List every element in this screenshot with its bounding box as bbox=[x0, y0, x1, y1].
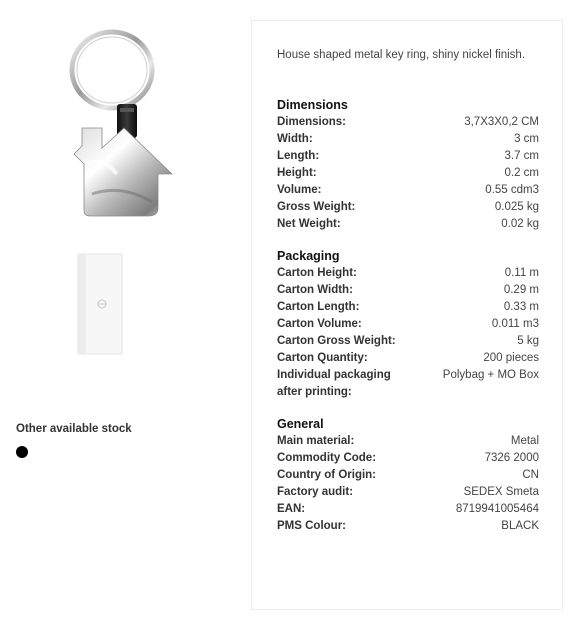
spec-row bbox=[277, 216, 539, 233]
spec-value: Metal bbox=[510, 435, 539, 447]
spec-value: 3,7X3X0,2 CM bbox=[464, 116, 539, 128]
spec-row bbox=[277, 316, 539, 333]
section-title: General bbox=[277, 417, 324, 431]
spec-row bbox=[277, 518, 539, 535]
spec-value: 7326 2000 bbox=[484, 452, 539, 464]
dimensions-section bbox=[277, 97, 539, 233]
spec-row bbox=[277, 131, 539, 148]
spec-row bbox=[277, 350, 539, 367]
spec-value: 200 pieces bbox=[483, 352, 539, 364]
spec-row bbox=[277, 182, 539, 199]
spec-label: Commodity Code: bbox=[277, 452, 377, 464]
packaging-section bbox=[277, 248, 539, 401]
spec-value: 0.02 kg bbox=[501, 218, 539, 230]
spec-value: 5 kg bbox=[517, 335, 539, 347]
spec-value: SEDEX Smeta bbox=[463, 486, 539, 498]
section-title: Dimensions bbox=[277, 98, 348, 112]
spec-label: Carton Width: bbox=[277, 284, 353, 296]
product-info-panel bbox=[251, 20, 563, 610]
spec-value: 0.55 cdm3 bbox=[485, 184, 539, 196]
spec-value: CN bbox=[522, 469, 539, 481]
spec-row bbox=[277, 450, 539, 467]
spec-row bbox=[277, 148, 539, 165]
general-section bbox=[277, 416, 539, 535]
spec-value: 8719941005464 bbox=[455, 503, 539, 515]
spec-row bbox=[277, 165, 539, 182]
product-description: House shaped metal key ring, shiny nickel finish. bbox=[277, 49, 526, 61]
spec-label: Country of Origin: bbox=[277, 469, 377, 481]
spec-label: Carton Quantity: bbox=[277, 352, 368, 364]
spec-label: Width: bbox=[277, 133, 313, 145]
spec-label: Net Weight: bbox=[277, 218, 341, 230]
spec-label: EAN: bbox=[277, 503, 306, 515]
spec-value: 3 cm bbox=[514, 133, 539, 145]
spec-value: 3.7 cm bbox=[504, 150, 539, 162]
product-box-thumbnail[interactable] bbox=[70, 248, 130, 360]
spec-row bbox=[277, 299, 539, 316]
spec-value: 0.011 m3 bbox=[491, 318, 539, 330]
spec-value: 0.29 m bbox=[503, 284, 539, 296]
spec-label: Carton Gross Weight: bbox=[277, 335, 396, 347]
spec-value: BLACK bbox=[501, 520, 539, 532]
spec-label: Length: bbox=[277, 150, 320, 162]
spec-label: PMS Colour: bbox=[277, 520, 346, 532]
spec-row bbox=[277, 367, 539, 401]
spec-label: Carton Length: bbox=[277, 301, 360, 313]
spec-label: Main material: bbox=[277, 435, 355, 447]
spec-value: 0.2 cm bbox=[504, 167, 539, 179]
spec-label: Dimensions: bbox=[277, 116, 347, 128]
spec-row bbox=[277, 114, 539, 131]
spec-label: Individual packaging after printing: bbox=[277, 369, 391, 398]
product-gallery bbox=[0, 0, 240, 638]
spec-label: Gross Weight: bbox=[277, 201, 356, 213]
spec-row bbox=[277, 282, 539, 299]
color-swatch-black[interactable] bbox=[16, 446, 28, 458]
spec-label: Volume: bbox=[277, 184, 322, 196]
spec-row bbox=[277, 265, 539, 282]
spec-row bbox=[277, 433, 539, 450]
spec-label: Factory audit: bbox=[277, 486, 354, 498]
spec-value: Polybag + MO Box bbox=[442, 369, 539, 381]
spec-row bbox=[277, 333, 539, 350]
spec-label: Carton Height: bbox=[277, 267, 357, 279]
spec-row bbox=[277, 484, 539, 501]
spec-value: 0.33 m bbox=[503, 301, 539, 313]
product-main-image[interactable] bbox=[62, 24, 182, 220]
spec-value: 0.025 kg bbox=[494, 201, 539, 213]
spec-label: Carton Volume: bbox=[277, 318, 362, 330]
spec-value: 0.11 m bbox=[504, 267, 539, 279]
spec-row bbox=[277, 467, 539, 484]
other-stock-label: Other available stock bbox=[16, 423, 132, 435]
section-title: Packaging bbox=[277, 249, 340, 263]
spec-row bbox=[277, 501, 539, 518]
spec-row bbox=[277, 199, 539, 216]
spec-label: Height: bbox=[277, 167, 317, 179]
